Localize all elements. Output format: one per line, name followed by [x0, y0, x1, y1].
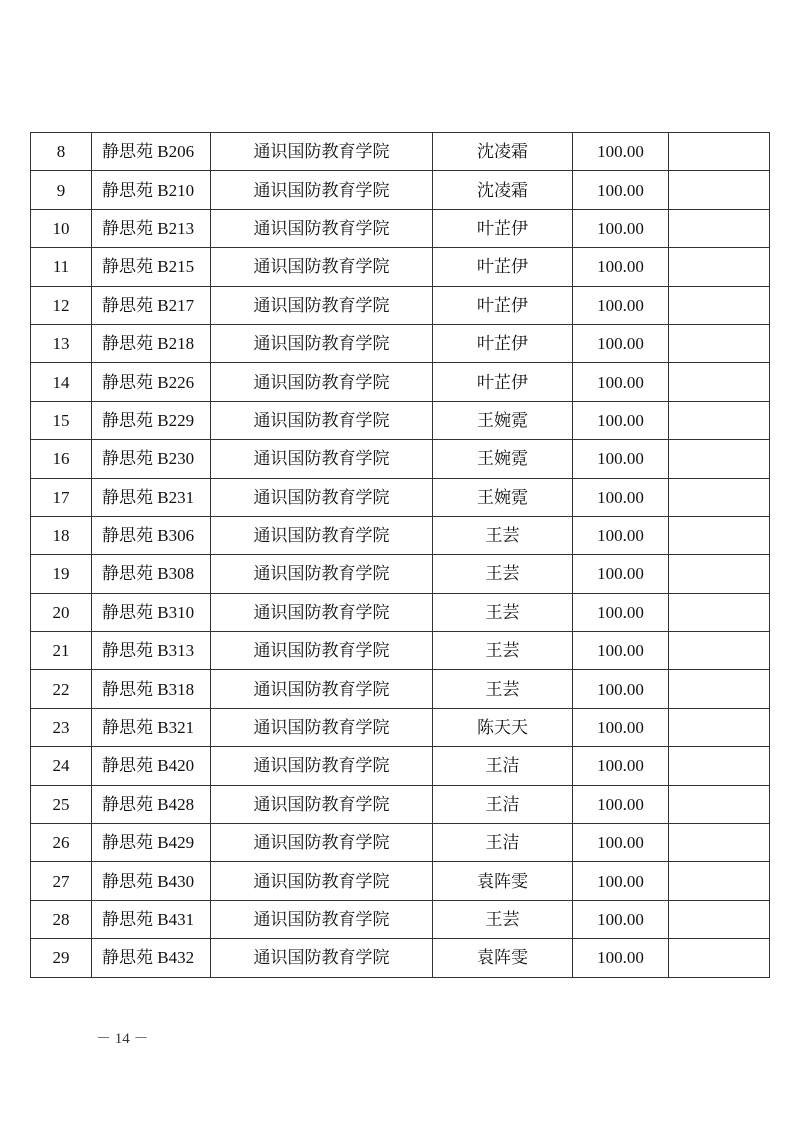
cell-person: 王芸 — [433, 632, 573, 670]
cell-college: 通识国防教育学院 — [211, 248, 433, 286]
cell-amount: 100.00 — [573, 286, 669, 324]
cell-room: 静思苑 B420 — [92, 747, 211, 785]
cell-college: 通识国防教育学院 — [211, 747, 433, 785]
cell-person: 叶芷伊 — [433, 209, 573, 247]
cell-person: 叶芷伊 — [433, 248, 573, 286]
cell-amount: 100.00 — [573, 478, 669, 516]
cell-number: 12 — [31, 286, 92, 324]
cell-amount: 100.00 — [573, 785, 669, 823]
cell-room: 静思苑 B321 — [92, 708, 211, 746]
cell-room: 静思苑 B210 — [92, 171, 211, 209]
cell-note — [669, 708, 770, 746]
cell-college: 通识国防教育学院 — [211, 478, 433, 516]
cell-note — [669, 632, 770, 670]
table-row — [31, 900, 770, 938]
cell-number: 10 — [31, 209, 92, 247]
cell-number: 26 — [31, 824, 92, 862]
cell-college: 通识国防教育学院 — [211, 708, 433, 746]
cell-college: 通识国防教育学院 — [211, 593, 433, 631]
cell-college: 通识国防教育学院 — [211, 363, 433, 401]
table-row — [31, 555, 770, 593]
table-row — [31, 708, 770, 746]
cell-amount: 100.00 — [573, 670, 669, 708]
cell-amount: 100.00 — [573, 632, 669, 670]
cell-note — [669, 133, 770, 171]
cell-amount: 100.00 — [573, 708, 669, 746]
cell-college: 通识国防教育学院 — [211, 785, 433, 823]
cell-room: 静思苑 B215 — [92, 248, 211, 286]
cell-note — [669, 900, 770, 938]
cell-college: 通识国防教育学院 — [211, 324, 433, 362]
cell-number: 23 — [31, 708, 92, 746]
cell-person: 袁阵雯 — [433, 939, 573, 977]
cell-room: 静思苑 B432 — [92, 939, 211, 977]
cell-amount: 100.00 — [573, 824, 669, 862]
table-row — [31, 824, 770, 862]
cell-number: 20 — [31, 593, 92, 631]
cell-person: 叶芷伊 — [433, 363, 573, 401]
cell-room: 静思苑 B230 — [92, 440, 211, 478]
table-row — [31, 171, 770, 209]
cell-room: 静思苑 B206 — [92, 133, 211, 171]
cell-note — [669, 209, 770, 247]
cell-number: 25 — [31, 785, 92, 823]
cell-note — [669, 785, 770, 823]
cell-college: 通识国防教育学院 — [211, 440, 433, 478]
cell-number: 15 — [31, 401, 92, 439]
cell-number: 11 — [31, 248, 92, 286]
table-row — [31, 593, 770, 631]
cell-note — [669, 555, 770, 593]
cell-college: 通识国防教育学院 — [211, 632, 433, 670]
table-row — [31, 248, 770, 286]
table-row — [31, 785, 770, 823]
table-row — [31, 324, 770, 362]
cell-college: 通识国防教育学院 — [211, 133, 433, 171]
cell-college: 通识国防教育学院 — [211, 171, 433, 209]
cell-note — [669, 939, 770, 977]
table-row — [31, 939, 770, 977]
cell-amount: 100.00 — [573, 171, 669, 209]
cell-room: 静思苑 B306 — [92, 516, 211, 554]
cell-college: 通识国防教育学院 — [211, 670, 433, 708]
table-row — [31, 401, 770, 439]
cell-amount: 100.00 — [573, 133, 669, 171]
cell-note — [669, 248, 770, 286]
cell-person: 王芸 — [433, 900, 573, 938]
cell-person: 王洁 — [433, 747, 573, 785]
cell-person: 王芸 — [433, 670, 573, 708]
cell-note — [669, 516, 770, 554]
cell-person: 袁阵雯 — [433, 862, 573, 900]
table-row — [31, 440, 770, 478]
cell-note — [669, 440, 770, 478]
table-row — [31, 478, 770, 516]
cell-amount: 100.00 — [573, 401, 669, 439]
cell-note — [669, 593, 770, 631]
cell-room: 静思苑 B226 — [92, 363, 211, 401]
cell-amount: 100.00 — [573, 440, 669, 478]
cell-number: 29 — [31, 939, 92, 977]
cell-room: 静思苑 B213 — [92, 209, 211, 247]
cell-person: 王婉霓 — [433, 478, 573, 516]
cell-person: 叶芷伊 — [433, 286, 573, 324]
cell-person: 王婉霓 — [433, 440, 573, 478]
cell-amount: 100.00 — [573, 209, 669, 247]
cell-room: 静思苑 B318 — [92, 670, 211, 708]
cell-note — [669, 401, 770, 439]
cell-number: 18 — [31, 516, 92, 554]
cell-person: 王芸 — [433, 593, 573, 631]
table-row — [31, 363, 770, 401]
cell-person: 王芸 — [433, 555, 573, 593]
cell-note — [669, 286, 770, 324]
cell-college: 通识国防教育学院 — [211, 516, 433, 554]
cell-note — [669, 824, 770, 862]
cell-note — [669, 478, 770, 516]
cell-amount: 100.00 — [573, 747, 669, 785]
cell-room: 静思苑 B313 — [92, 632, 211, 670]
cell-amount: 100.00 — [573, 900, 669, 938]
cell-number: 24 — [31, 747, 92, 785]
cell-room: 静思苑 B229 — [92, 401, 211, 439]
cell-college: 通识国防教育学院 — [211, 900, 433, 938]
cell-note — [669, 363, 770, 401]
cell-college: 通识国防教育学院 — [211, 286, 433, 324]
cell-college: 通识国防教育学院 — [211, 862, 433, 900]
cell-person: 叶芷伊 — [433, 324, 573, 362]
cell-number: 21 — [31, 632, 92, 670]
table-row — [31, 632, 770, 670]
cell-amount: 100.00 — [573, 516, 669, 554]
cell-college: 通识国防教育学院 — [211, 209, 433, 247]
cell-amount: 100.00 — [573, 248, 669, 286]
cell-room: 静思苑 B308 — [92, 555, 211, 593]
cell-amount: 100.00 — [573, 593, 669, 631]
cell-room: 静思苑 B431 — [92, 900, 211, 938]
cell-person: 沈凌霜 — [433, 171, 573, 209]
cell-person: 王芸 — [433, 516, 573, 554]
cell-person: 陈天天 — [433, 708, 573, 746]
cell-number: 17 — [31, 478, 92, 516]
cell-college: 通识国防教育学院 — [211, 555, 433, 593]
table-row — [31, 516, 770, 554]
cell-amount: 100.00 — [573, 555, 669, 593]
cell-room: 静思苑 B428 — [92, 785, 211, 823]
table-row — [31, 209, 770, 247]
cell-room: 静思苑 B231 — [92, 478, 211, 516]
table-row — [31, 286, 770, 324]
cell-amount: 100.00 — [573, 324, 669, 362]
cell-amount: 100.00 — [573, 862, 669, 900]
cell-college: 通识国防教育学院 — [211, 939, 433, 977]
cell-note — [669, 862, 770, 900]
cell-number: 19 — [31, 555, 92, 593]
cell-number: 14 — [31, 363, 92, 401]
cell-number: 22 — [31, 670, 92, 708]
cell-number: 27 — [31, 862, 92, 900]
cell-room: 静思苑 B430 — [92, 862, 211, 900]
page-number: － 14 － — [96, 1031, 149, 1047]
cell-person: 沈凌霜 — [433, 133, 573, 171]
table-row — [31, 133, 770, 171]
cell-number: 28 — [31, 900, 92, 938]
cell-number: 9 — [31, 171, 92, 209]
dormitory-table — [30, 132, 770, 978]
cell-note — [669, 171, 770, 209]
cell-room: 静思苑 B429 — [92, 824, 211, 862]
cell-amount: 100.00 — [573, 363, 669, 401]
cell-college: 通识国防教育学院 — [211, 824, 433, 862]
table-body — [31, 133, 770, 978]
cell-number: 8 — [31, 133, 92, 171]
cell-number: 13 — [31, 324, 92, 362]
cell-room: 静思苑 B218 — [92, 324, 211, 362]
table-row — [31, 670, 770, 708]
cell-person: 王洁 — [433, 824, 573, 862]
table-row — [31, 747, 770, 785]
cell-note — [669, 747, 770, 785]
cell-note — [669, 670, 770, 708]
cell-room: 静思苑 B217 — [92, 286, 211, 324]
cell-note — [669, 324, 770, 362]
cell-number: 16 — [31, 440, 92, 478]
cell-person: 王婉霓 — [433, 401, 573, 439]
cell-amount: 100.00 — [573, 939, 669, 977]
cell-room: 静思苑 B310 — [92, 593, 211, 631]
cell-person: 王洁 — [433, 785, 573, 823]
table-row — [31, 862, 770, 900]
cell-college: 通识国防教育学院 — [211, 401, 433, 439]
